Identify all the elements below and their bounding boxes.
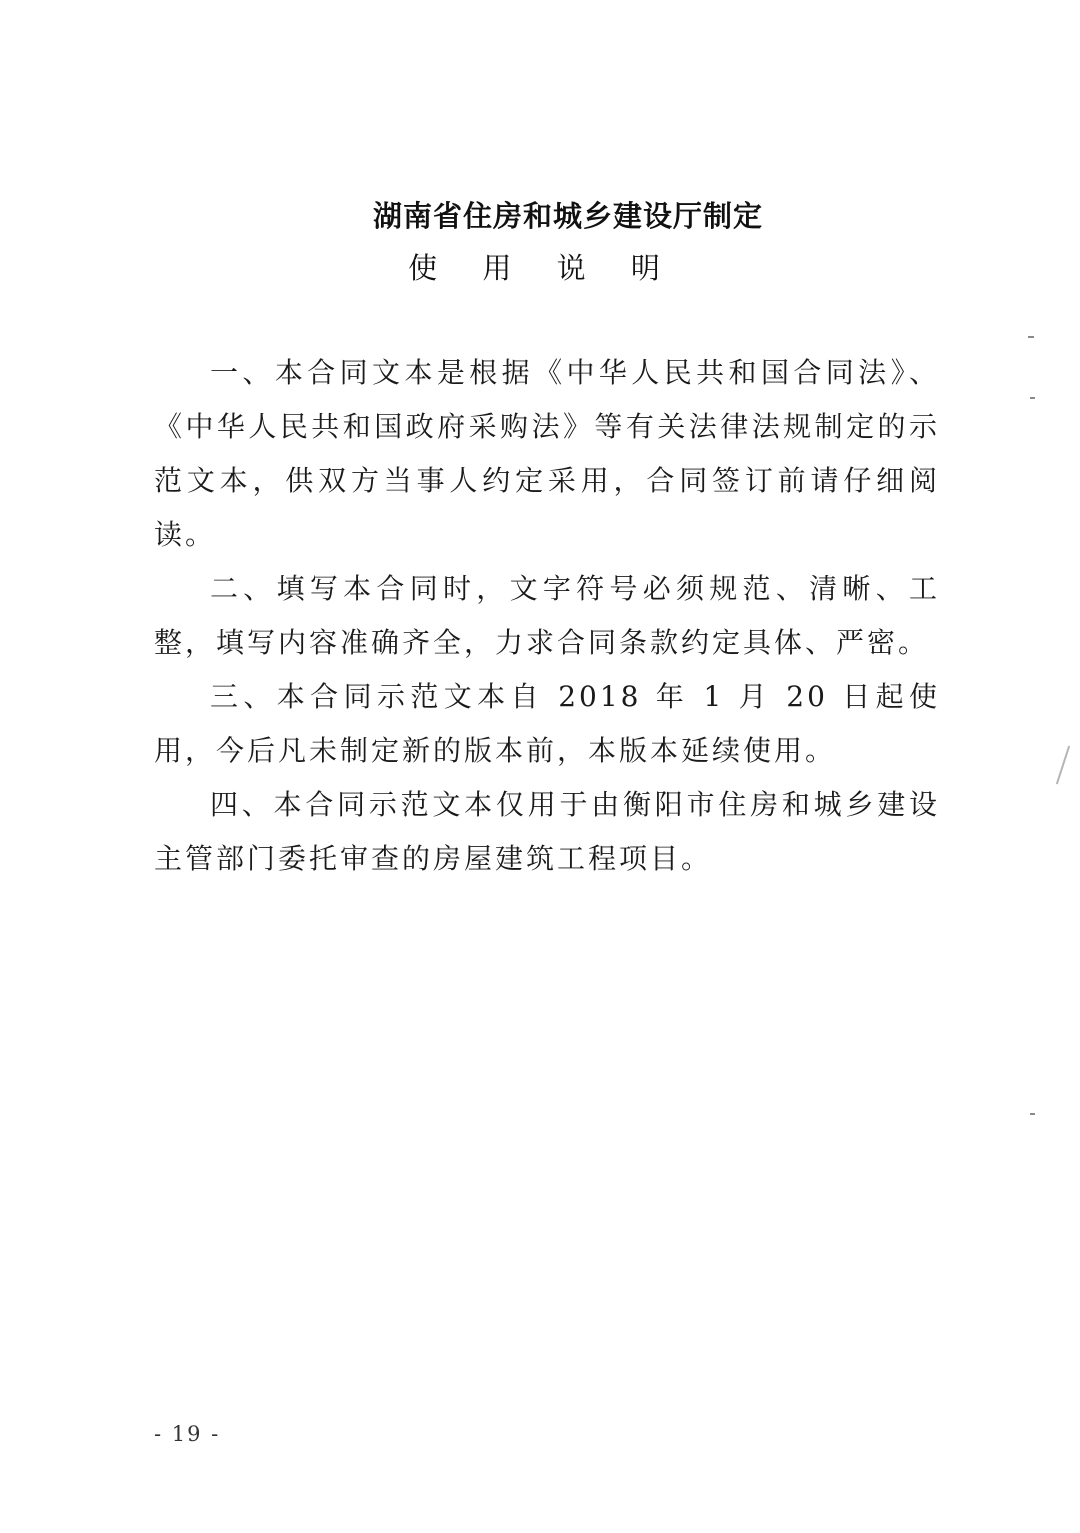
- issuing-organization: 湖南省住房和城乡建设厅制定: [372, 199, 763, 233]
- paragraph-2: 二、填写本合同时，文字符号必须规范、清晰、工整，填写内容准确齐全，力求合同条款约定具体、严密。: [154, 572, 940, 659]
- scan-mark: [1028, 336, 1034, 338]
- paragraph-1: 一、本合同文本是根据《中华人民共和国合同法》、《中华人民共和国政府采购法》等有关法律法规制定的示范文本，供双方当事人约定采用，合同签订前请仔细阅读。: [154, 356, 940, 551]
- document-title: 使 用 说 明: [408, 251, 678, 285]
- page-number: - 19 -: [154, 1422, 221, 1446]
- paragraph-4: 四、本合同示范文本仅用于由衡阳市住房和城乡建设主管部门委托审查的房屋建筑工程项目。: [154, 788, 940, 875]
- paragraph-3: 三、本合同示范文本自 2018 年 1 月 20 日起使用，今后凡未制定新的版本前，本版本延续使用。: [154, 680, 940, 767]
- instructions-body: [154, 346, 940, 886]
- scan-mark: [1056, 746, 1070, 785]
- scan-mark: [1030, 1113, 1035, 1115]
- scan-mark: [1030, 397, 1035, 399]
